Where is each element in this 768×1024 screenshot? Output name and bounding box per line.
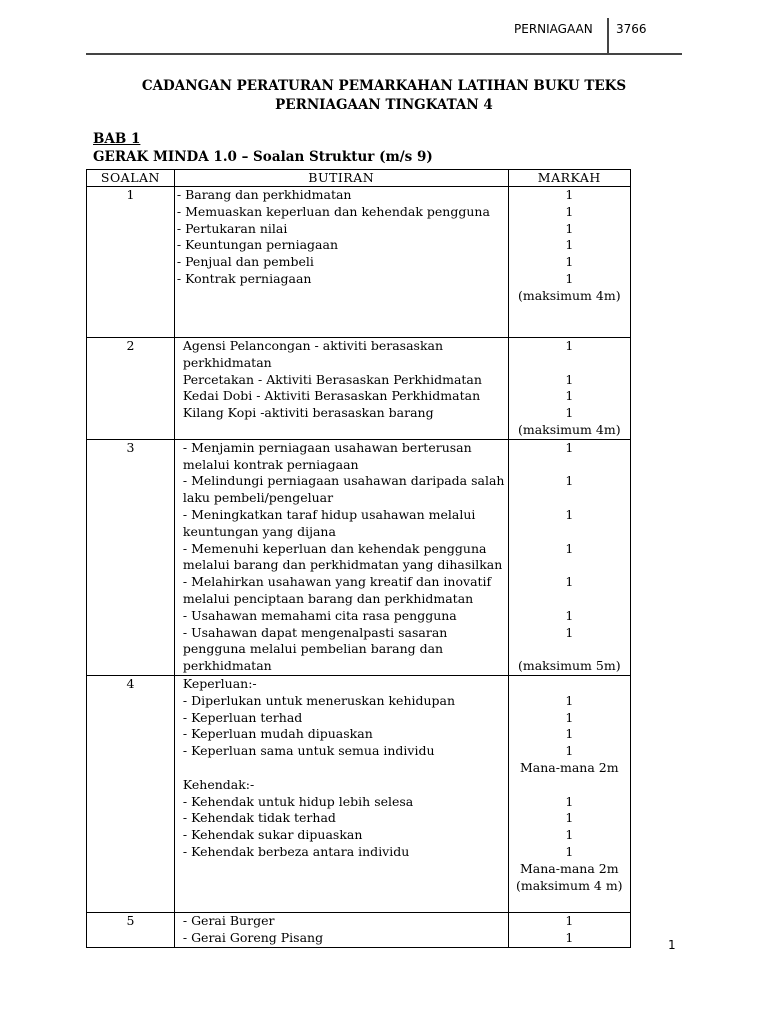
title-line-2: PERNIAGAAN TINGKATAN 4 — [275, 97, 493, 113]
butiran-line: Kehendak:- — [182, 776, 255, 792]
butiran-line: - Kehendak berbeza antara individu — [182, 843, 410, 859]
butiran-line: - Usahawan dapat mengenalpasti sasaran pengguna melalui pembelian barang dan perkhidmatan — [182, 624, 448, 674]
markah-line: 1 — [565, 709, 574, 725]
cell-markah — [508, 912, 630, 947]
cell-butiran — [174, 439, 508, 675]
butiran-line: - Pertukaran nilai — [176, 220, 288, 236]
markah-line — [509, 641, 630, 658]
markah-line: 1 — [565, 237, 574, 253]
markah-line — [509, 591, 630, 608]
markah-line: 1 — [565, 810, 574, 826]
butiran-line: - Memenuhi keperluan dan kehendak pengguna melalui barang dan perkhidmatan yang dihasilkan — [182, 540, 503, 573]
markah-line: 1 — [565, 692, 574, 708]
markah-line — [509, 557, 630, 574]
chapter-heading: BAB 1 — [93, 131, 141, 147]
section-heading: GERAK MINDA 1.0 – Soalan Struktur (m/s 9) — [93, 149, 433, 165]
cell-soalan: 2 — [87, 338, 175, 440]
cell-butiran — [174, 338, 508, 440]
title-line-1: CADANGAN PERATURAN PEMARKAHAN LATIHAN BUKU TEKS — [141, 78, 627, 94]
markah-line: 1 — [565, 843, 574, 859]
butiran-line: - Menjamin perniagaan usahawan berterusan melalui kontrak perniagaan — [182, 439, 472, 472]
header-subject: PERNIAGAAN — [514, 22, 593, 36]
cell-markah — [508, 338, 630, 440]
table-row — [87, 187, 631, 338]
markah-line: 1 — [565, 338, 574, 353]
butiran-line: - Keperluan terhad — [182, 709, 303, 725]
markah-line: 1 — [565, 371, 574, 387]
butiran-line: - Keperluan sama untuk semua individu — [182, 743, 435, 759]
markah-line — [509, 457, 630, 474]
butiran-line: - Kehendak tidak terhad — [182, 810, 336, 826]
markah-line: 1 — [565, 912, 574, 928]
page-number: 1 — [668, 938, 676, 952]
markah-line: Mana-mana 2m — [520, 860, 619, 876]
header-separator — [607, 18, 609, 54]
butiran-line: - Gerai Goreng Pisang — [182, 929, 324, 945]
document-title — [86, 77, 682, 115]
markah-line: 1 — [565, 574, 574, 590]
butiran-line: - Barang dan perkhidmatan — [176, 187, 352, 202]
cell-butiran — [174, 675, 508, 912]
butiran-line: - Melindungi perniagaan usahawan daripada salah laku pembeli/pengeluar — [182, 473, 505, 506]
marking-scheme-table — [86, 169, 631, 948]
column-header-soalan: SOALAN — [87, 170, 175, 187]
table-row — [87, 439, 631, 675]
butiran-line: Keperluan:- — [182, 675, 257, 691]
markah-line: 1 — [565, 187, 574, 202]
butiran-line: - Melahirkan usahawan yang kreatif dan inovatif melalui penciptaan barang dan perkhidmatan — [182, 574, 492, 606]
markah-line: Mana-mana 2m — [520, 759, 619, 775]
markah-line — [509, 355, 630, 372]
table-row — [87, 675, 631, 912]
markah-line: (maksimum 5m) — [517, 658, 621, 674]
cell-markah — [508, 675, 630, 912]
markah-line: (maksimum 4 m) — [516, 877, 623, 893]
markah-line — [509, 524, 630, 541]
markah-line: 1 — [565, 827, 574, 843]
cell-soalan: 1 — [87, 187, 175, 338]
markah-line: 1 — [565, 254, 574, 270]
markah-line: 1 — [565, 929, 574, 945]
butiran-line: - Meningkatkan taraf hidup usahawan melalui keuntungan yang dijana — [182, 506, 476, 539]
cell-soalan: 4 — [87, 675, 175, 912]
markah-line: 1 — [565, 607, 574, 623]
header-rule — [86, 53, 682, 55]
markah-line — [509, 676, 630, 693]
markah-line: 1 — [565, 540, 574, 556]
butiran-line: Agensi Pelancongan - aktiviti berasaskan perkhidmatan — [182, 338, 444, 370]
column-header-butiran: BUTIRAN — [174, 170, 508, 187]
butiran-line: - Kontrak perniagaan — [176, 270, 312, 286]
markah-line: 1 — [565, 439, 574, 455]
markah-line: 1 — [565, 270, 574, 286]
butiran-line: Kilang Kopi -aktiviti berasaskan barang — [182, 405, 434, 421]
markah-line: 1 — [565, 506, 574, 522]
markah-line: 1 — [565, 793, 574, 809]
markah-line: 1 — [565, 726, 574, 742]
cell-markah — [508, 187, 630, 338]
table-row — [87, 338, 631, 440]
cell-butiran — [174, 912, 508, 947]
markah-line: 1 — [565, 473, 574, 489]
butiran-line: - Gerai Burger — [182, 912, 275, 928]
butiran-line: - Diperlukan untuk meneruskan kehidupan — [182, 692, 456, 708]
markah-line: 1 — [565, 405, 574, 421]
butiran-line: Kedai Dobi - Aktiviti Berasaskan Perkhidmatan — [182, 388, 481, 404]
butiran-line: - Kehendak sukar dipuaskan — [182, 827, 363, 843]
table-body — [87, 187, 631, 948]
markah-line: 1 — [565, 203, 574, 219]
butiran-line — [183, 760, 508, 777]
markah-line — [509, 777, 630, 794]
markah-line: (maksimum 4m) — [517, 421, 621, 437]
table-row — [87, 912, 631, 947]
butiran-line: Percetakan - Aktiviti Berasaskan Perkhidmatan — [182, 371, 482, 387]
butiran-line: - Keuntungan perniagaan — [176, 237, 339, 253]
markah-line: (maksimum 4m) — [517, 287, 621, 303]
markah-line: 1 — [565, 743, 574, 759]
cell-soalan: 3 — [87, 439, 175, 675]
markah-line — [509, 490, 630, 507]
column-header-markah: MARKAH — [508, 170, 630, 187]
butiran-line: - Usahawan memahami cita rasa pengguna — [182, 607, 457, 623]
cell-soalan: 5 — [87, 912, 175, 947]
markah-line: 1 — [565, 624, 574, 640]
butiran-line: - Memuaskan keperluan dan kehendak pengguna — [176, 203, 490, 219]
header-code: 3766 — [616, 22, 647, 36]
markah-line: 1 — [565, 388, 574, 404]
cell-butiran — [174, 187, 508, 338]
butiran-line: - Keperluan mudah dipuaskan — [182, 726, 373, 742]
table-header-row — [87, 170, 631, 187]
butiran-line: - Penjual dan pembeli — [176, 254, 314, 270]
markah-line: 1 — [565, 220, 574, 236]
cell-markah — [508, 439, 630, 675]
butiran-line: - Kehendak untuk hidup lebih selesa — [182, 793, 414, 809]
